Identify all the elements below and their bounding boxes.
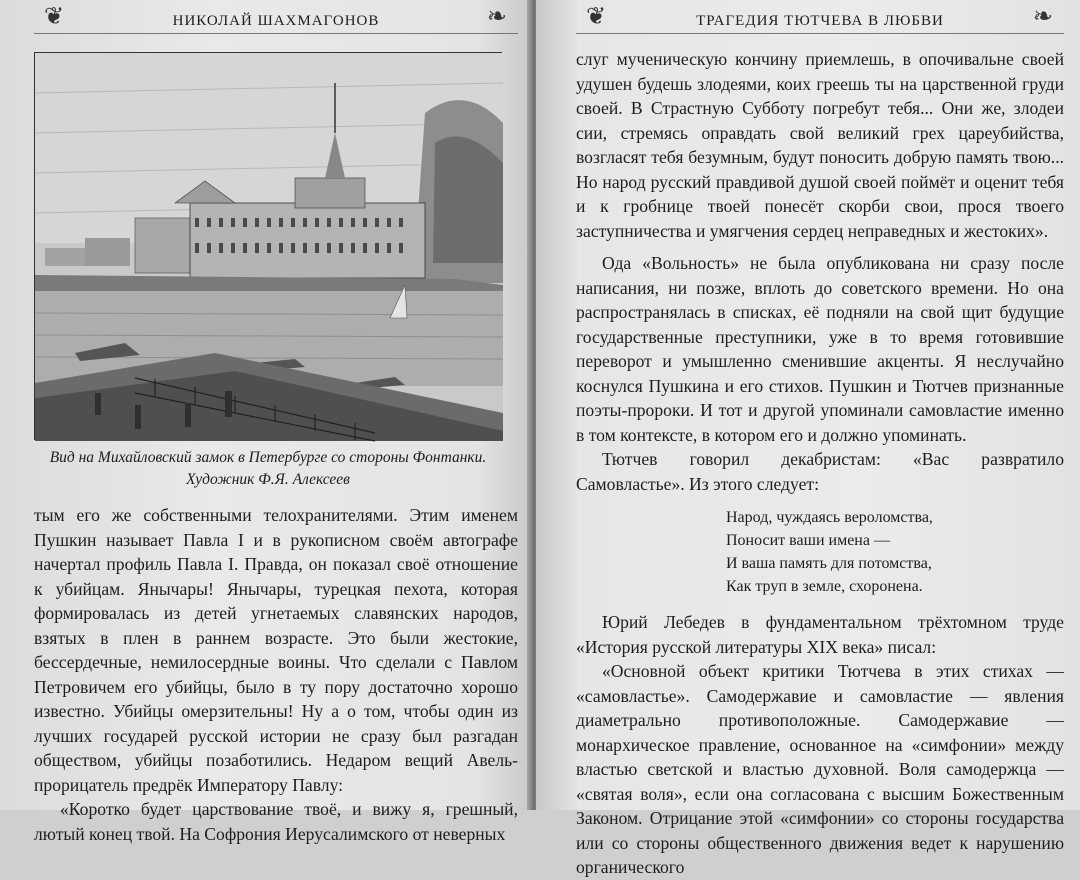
paragraph: тым его же собственными телохранителями. Этим именем Пушкин называет Павла I и в рукописном своём автографе начертал профиль Павла I. Правда, он показал своё отношение к убийцам. Янычары! Янычары, турецкая пехота, которая формировалась из детей угнетаемых славянских народов, взятых в плен в раннем возрасте. Это были жестокие, бессердечные, немилосердные воины. Что сделали с Павлом Петровичем его убийцы, было в ту пору достаточно хорошо известно. Убийцы омерзительны! Ну а о том, чтобы один из лучших государей русской истории не сразу был разгадан обществом, убийцы позаботились. Недаром вещий Авель-прорицатель предрёк Императору Павлу: [34,505,518,795]
paragraph: Ода «Вольность» не была опубликована ни сразу после написания, ни позже, вплоть до советского времени. Но она распространялась в списках, её подняли на свой щит будущие государственные преступники, уже в то время готовившие переворот и умышленно сменившие акценты. Я неслучайно коснулся Пушкина и его стихов. Пушкин и Тютчев признанные поэты-пророки. И тот и другой упоминали самовластие именно в том контексте, в котором его и должно упоминать. [576,253,1064,445]
left-body-text [34,503,518,846]
verse-line: И ваша память для потомства, [726,555,932,572]
paragraph: Тютчев говорил декабристам: «Вас развратило Самовластье». Из этого следует: [576,449,1064,494]
right-page [536,0,1080,877]
caption-line-artist: Художник Ф.Я. Алексеев [186,471,350,488]
running-head-title: ТРАГЕДИЯ ТЮТЧЕВА В ЛЮБВИ [696,13,944,29]
paragraph: Юрий Лебедев в фундаментальном трёхтомном труде «История русской литературы XIX века» писал: [576,612,1064,657]
verse-line: Народ, чуждаясь вероломства, [726,509,933,526]
castle-illustration [34,52,502,440]
running-head-title: НИКОЛАЙ ШАХМАГОНОВ [172,13,380,29]
running-head-right [576,0,1064,34]
scroll-ornament-icon: ❦ [44,4,66,30]
poem-quote [726,506,1064,598]
castle-engraving [35,53,503,441]
paragraph: «Основной объект критики Тютчева в этих стихах — «самовластье». Самодержавие и самовластие — явления диаметрально противоположные. Самодержавие — монархическое правление, основанное на «симфонии» между властью светской и властью духовной. Воля самодержца — «святая воля», если она согласована с высшим Божественным Законом. Отрицание этой «симфонии» со стороны государства или со стороны общественного движения ведет к нарушению органического [576,661,1064,877]
illustration-caption [34,447,502,491]
paragraph: слуг мученическую кончину приемлешь, в опочивальне своей удушен будешь злодеями, коих греешь ты на царственной груди своей. В Страстную Субботу погребут тебя... Они же, злодеи сии, стремясь оправдать свой великий грех цареубийства, возгласят тебя безумным, будут поносить добрую память твою... Но народ русский правдивой душой своей поймёт и оценит тебя и к гробнице твоей понесёт скорби свои, прося твоего заступничества и умягчения сердец неправедных и жестоких». [576,49,1064,241]
scroll-ornament-icon: ❧ [1032,4,1054,30]
left-page [0,0,530,844]
paragraph: «Коротко будет царствование твоё, и вижу я, грешный, лютый конец твой. На Софрония Иерусалимского от неверных [34,799,518,844]
running-head-left [34,0,518,34]
caption-line-title: Вид на Михайловский замок в Петербурге со стороны Фонтанки. [49,449,487,466]
scroll-ornament-icon: ❧ [486,4,508,30]
verse-line: Как труп в земле, схоронена. [726,578,923,595]
right-body-text [576,47,1064,496]
verse-line: Поносит ваши имена — [726,532,890,549]
right-body-text-continued [576,610,1064,880]
scroll-ornament-icon: ❦ [586,4,608,30]
